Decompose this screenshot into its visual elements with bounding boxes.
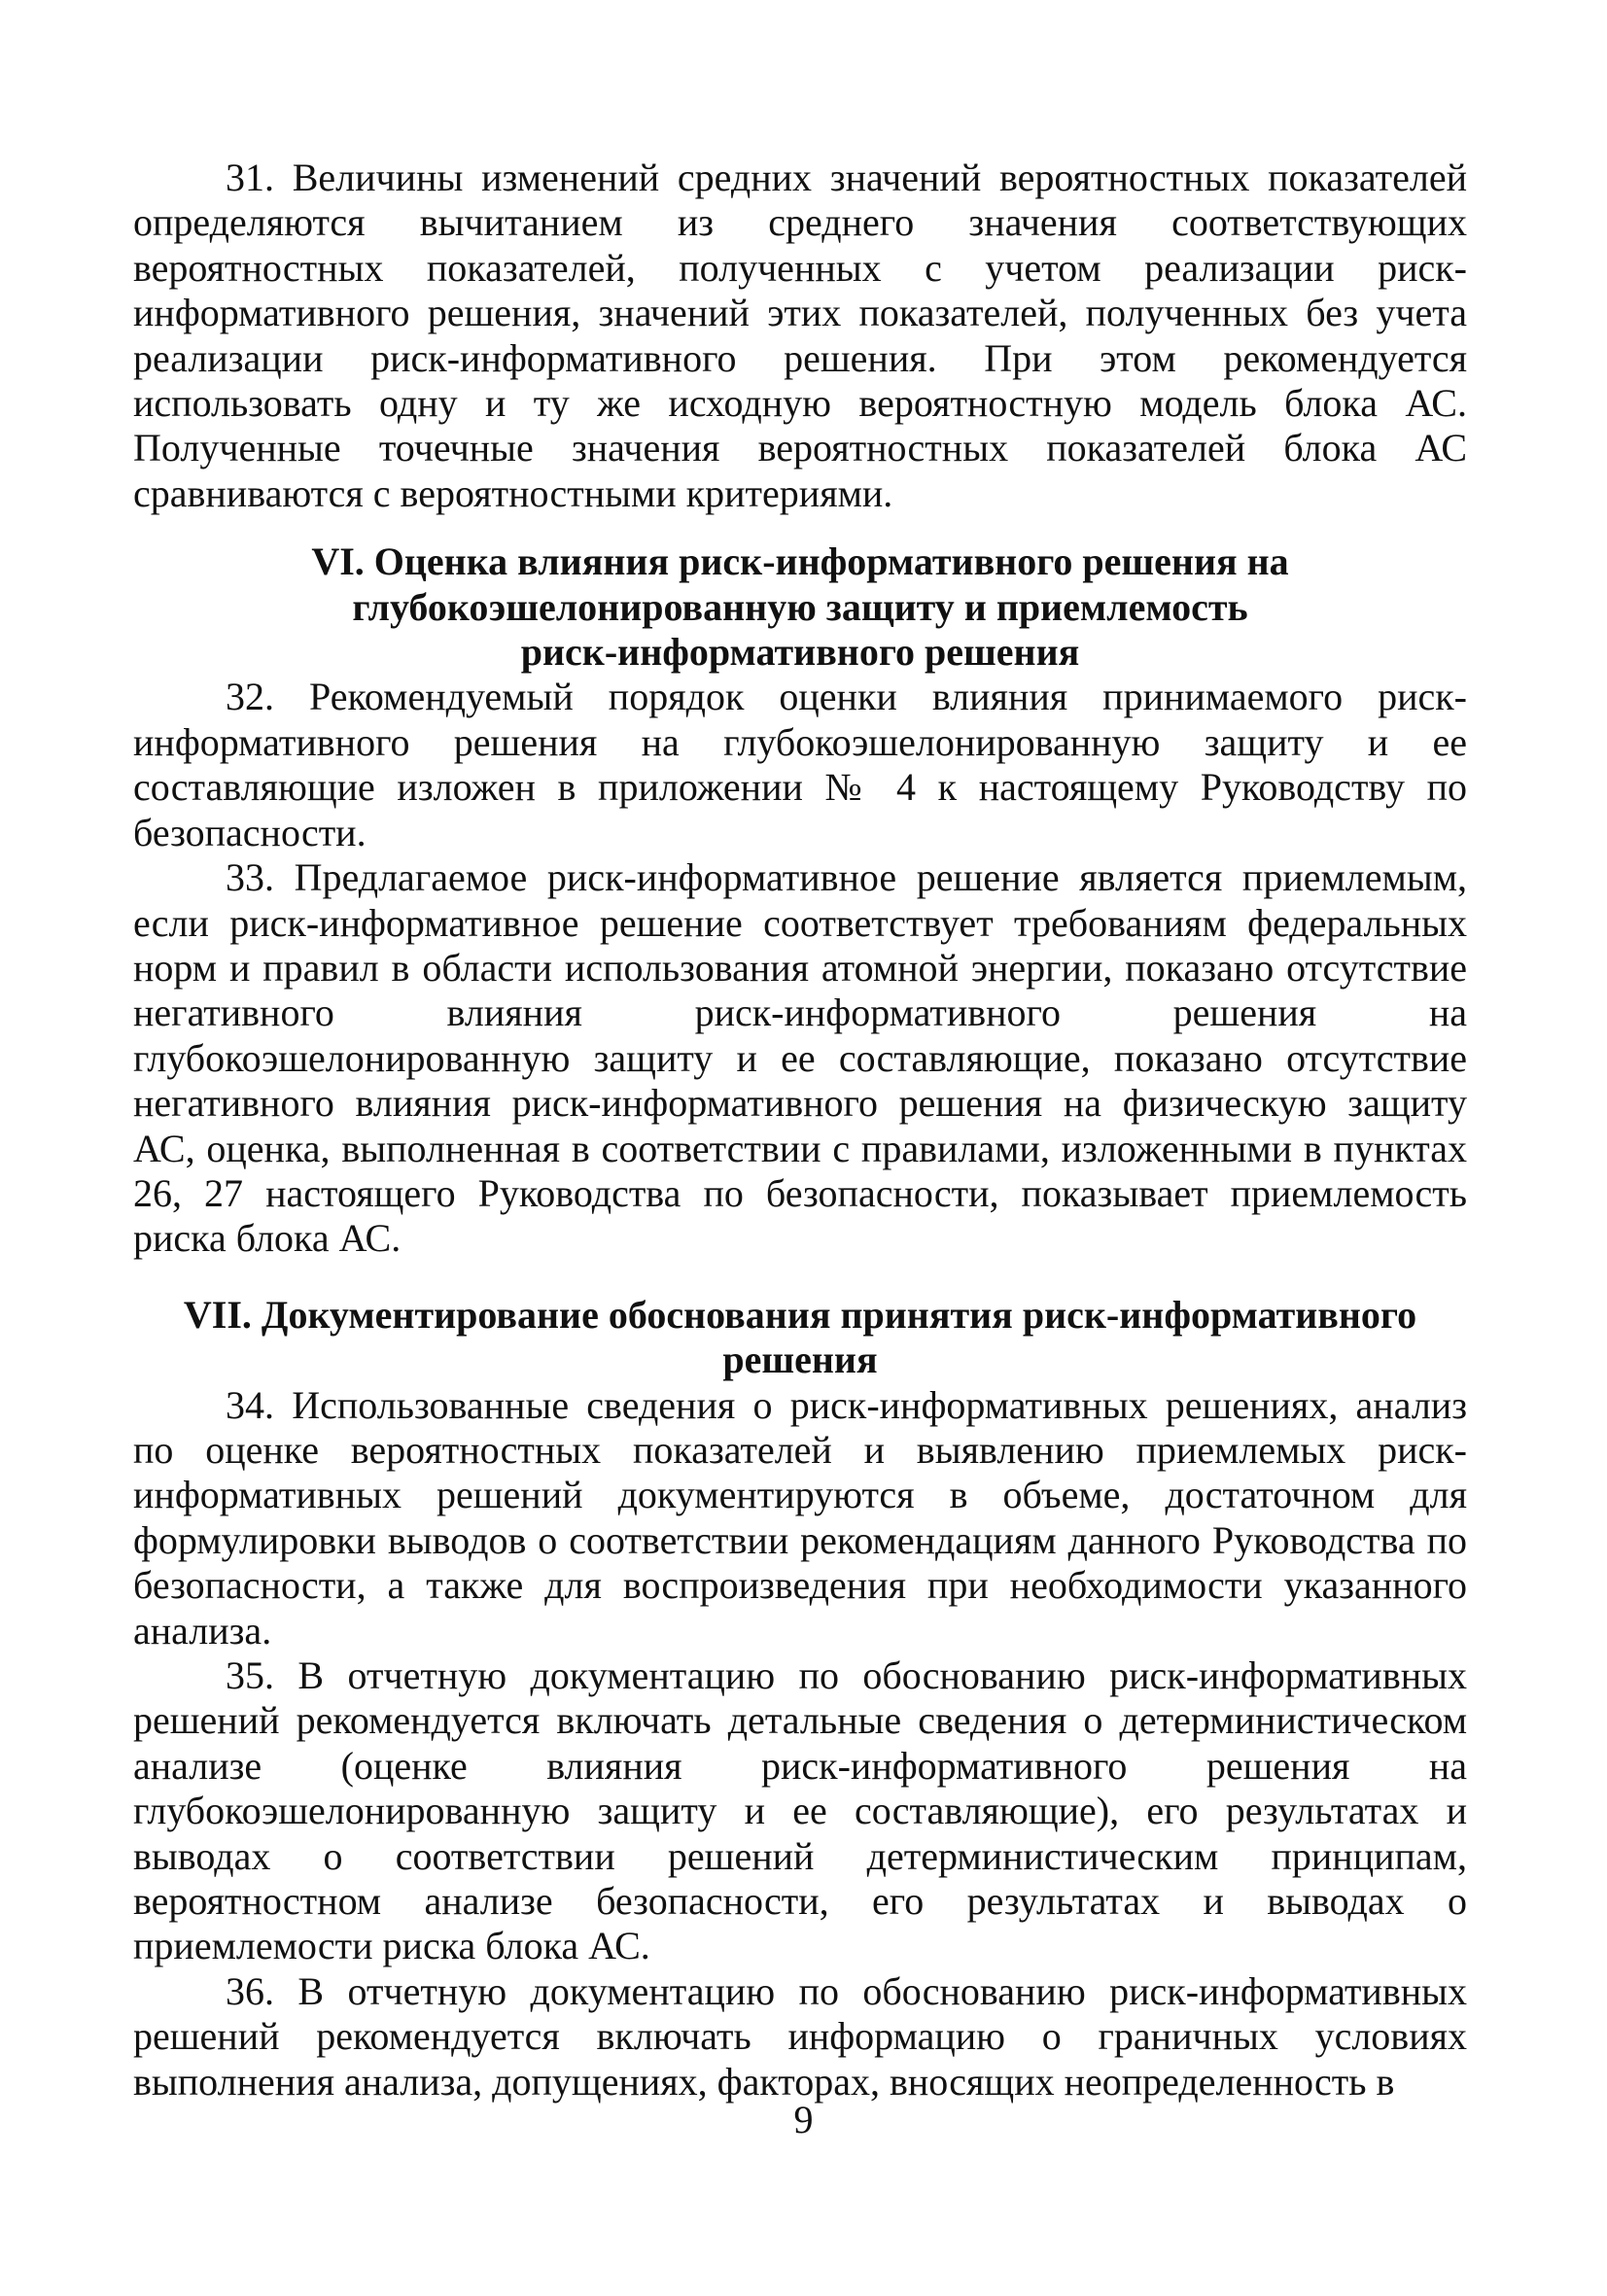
page-number: 9 [793, 2098, 814, 2141]
paragraph-33: 33. Предлагаемое риск-информативное решение является приемлемым, если риск-информативное решение соответствует требованиям федеральных норм и правил в области использования атомной энергии, показано отсутствие негативного влияния риск-информативного решения на глубокоэшелонированную защиту и ее составляющие, показано отсутствие негативного влияния риск-информативного решения на физическую защиту АС, оценка, выполненная в соответствии с правилами, изложенными в пунктах 26, 27 настоящего Руководства по безопасности, показывает приемлемость риска блока АС. [133, 855, 1467, 1261]
section-7-title-line-2: решения [722, 1338, 878, 1382]
paragraph-35: 35. В отчетную документацию по обоснованию риск-информативных решений рекомендуется включать детальные сведения о детерминистическом анализе (оценке влияния риск-информативного решения на глубокоэшелонированную защиту и ее составляющие), его результатах и выводах о соответствии решений детерминистическим принципам, вероятностном анализе безопасности, его результатах и выводах о приемлемости риска блока АС. [133, 1653, 1467, 1968]
section-6-title-line-3: риск-информативного решения [520, 630, 1080, 675]
section-7-title-line-1: VII. Документирование обоснования принятия риск-информативного [183, 1292, 1417, 1337]
paragraph-34: 34. Использованные сведения о риск-информативных решениях, анализ по оценке вероятностных показателей и выявлению приемлемых риск-информативных решений документируются в объеме, достаточном для формулировки выводов о соответствии рекомендациям данного Руководства по безопасности, а также для воспроизведения при необходимости указанного анализа. [133, 1382, 1467, 1652]
document-body [133, 156, 1467, 2105]
section-6-title-line-1: VI. Оценка влияния риск-информативного решения на [311, 539, 1289, 584]
section-6-title-line-2: глубокоэшелонированную защиту и приемлемость [352, 584, 1248, 629]
paragraph-31: 31. Величины изменений средних значений вероятностных показателей определяются вычитанием из среднего значения соответствующих вероятностных показателей, полученных с учетом реализации риск-информативного решения, значений этих показателей, полученных без учета реализации риск-информативного решения. При этом рекомендуется использовать одну и ту же исходную вероятностную модель блока АС. Полученные точечные значения вероятностных показателей блока АС сравниваются с вероятностными критериями. [133, 156, 1467, 515]
paragraph-36: 36. В отчетную документацию по обоснованию риск-информативных решений рекомендуется включать информацию о граничных условиях выполнения анализа, допущениях, факторах, вносящих неопределенность в [133, 1968, 1467, 2104]
section-6-heading [133, 539, 1467, 675]
paragraph-32: 32. Рекомендуемый порядок оценки влияния принимаемого риск-информативного решения на глубокоэшелонированную защиту и ее составляющие изложен в приложении № 4 к настоящему Руководству по безопасности. [133, 675, 1467, 854]
section-7-heading [133, 1293, 1467, 1383]
